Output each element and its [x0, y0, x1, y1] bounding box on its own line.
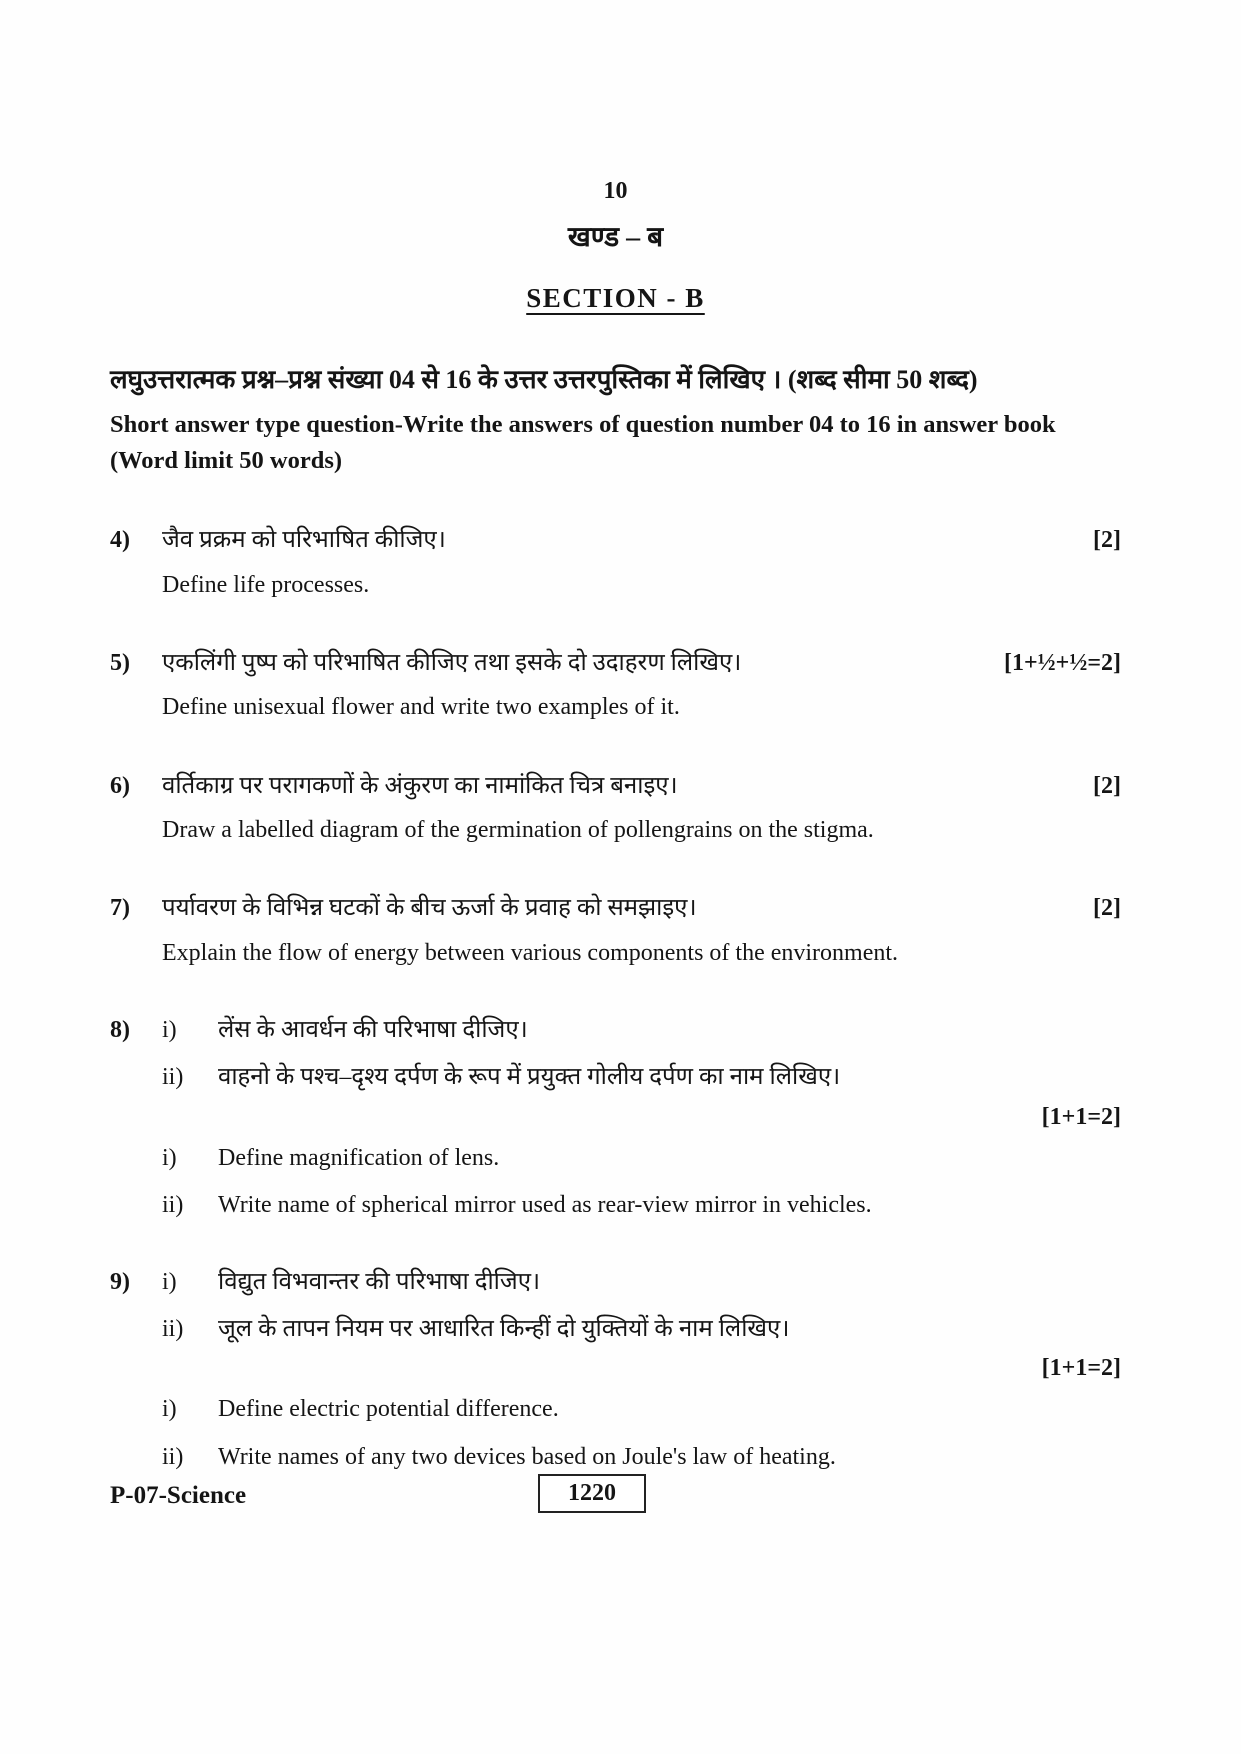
question-8-hindi-rows: [110, 1015, 1121, 1093]
question-9-number: 9): [110, 1269, 130, 1295]
question-7-marks: [2]: [1093, 895, 1121, 922]
question-9-english-sub-2: [162, 1442, 1121, 1473]
question-9-english-sub-1-label: i): [162, 1396, 177, 1423]
page-number: 10: [603, 178, 628, 204]
question-5-text-hindi: एकलिंगी पुष्प को परिभाषित कीजिए तथा इसके दो उदाहरण लिखिए।: [162, 649, 742, 676]
question-8-hindi-sub-2-label: ii): [162, 1064, 184, 1091]
question-9-marks-line: [110, 1355, 1121, 1382]
section-heading-english: [110, 283, 1121, 314]
question-8-hindi-sub-1-label: i): [162, 1017, 177, 1044]
question-6-hindi-row: [110, 770, 1121, 802]
question-6-marks: [2]: [1093, 772, 1121, 799]
question-5-english-row: [110, 691, 1121, 723]
question-8-english-rows: [110, 1143, 1121, 1221]
question-9: [110, 1267, 1121, 1473]
question-8-hindi-sub-2-text: वाहनो के पश्च–दृश्य दर्पण के रूप में प्रयुक्त गोलीय दर्पण का नाम लिखिए।: [218, 1064, 841, 1091]
paper-code: P-07-Science: [110, 1482, 247, 1509]
question-8-marks-line: [110, 1104, 1121, 1131]
question-9-hindi-sub-2-label: ii): [162, 1316, 184, 1343]
question-6: [110, 770, 1121, 847]
question-4-marks: [2]: [1093, 527, 1121, 554]
question-6-english-row: [110, 814, 1121, 846]
question-6-text-hindi: वर्तिकाग्र पर परागकणों के अंकुरण का नामांकित चित्र बनाइए।: [162, 772, 678, 799]
question-9-hindi-sub-2: [162, 1314, 1121, 1345]
question-5-number: 5): [110, 649, 130, 676]
instructions-hindi: लघुउत्तरात्मक प्रश्न–प्रश्न संख्या 04 से 16 के उत्तर उत्तरपुस्तिका में लिखिए । (शब्द सीमा 50 शब्द): [110, 365, 978, 394]
question-9-english-rows: [110, 1394, 1121, 1472]
section-heading-english-text: SECTION - B: [526, 283, 705, 313]
question-9-hindi-sub-2-text: जूल के तापन नियम पर आधारित किन्हीं दो युक्तियों के नाम लिखिए।: [218, 1316, 790, 1343]
question-6-text-english: Draw a labelled diagram of the germination of pollengrains on the stigma.: [162, 817, 874, 844]
question-8-english-sub-1: [162, 1143, 1121, 1174]
question-7-number: 7): [110, 895, 130, 922]
question-4-hindi-row: [110, 524, 1121, 556]
question-5: [110, 647, 1121, 724]
question-8-english-sub-2: [162, 1190, 1121, 1221]
question-9-hindi-sub-1-label: i): [162, 1269, 177, 1295]
question-9-hindi-sublist: [162, 1267, 1121, 1345]
section-heading-hindi: खण्ड – ब: [567, 222, 664, 253]
question-7: [110, 892, 1121, 969]
instructions-block: [110, 362, 1121, 478]
question-9-hindi-rows: [110, 1267, 1121, 1345]
page-footer: [110, 1482, 1121, 1528]
page-number-box: 1220: [538, 1474, 646, 1513]
question-9-marks: [1+1=2]: [1041, 1355, 1121, 1382]
question-5-text-english: Define unisexual flower and write two examples of it.: [162, 694, 680, 721]
question-8-number: 8): [110, 1017, 130, 1044]
question-5-hindi-row: [110, 647, 1121, 679]
question-7-text-hindi: पर्यावरण के विभिन्न घटकों के बीच ऊर्जा के प्रवाह को समझाइए।: [162, 895, 697, 922]
question-8-hindi-sub-2: [162, 1062, 1121, 1093]
question-4-english-row: [110, 569, 1121, 601]
question-9-english-sub-1-text: Define electric potential difference.: [218, 1396, 559, 1423]
question-9-english-sub-2-text: Write names of any two devices based on Joule's law of heating.: [218, 1443, 836, 1470]
question-4-text-english: Define life processes.: [162, 571, 370, 598]
question-7-text-english: Explain the flow of energy between various components of the environment.: [162, 939, 899, 966]
question-6-number: 6): [110, 772, 130, 799]
question-9-english-sub-1: [162, 1394, 1121, 1425]
question-9-english-sublist: [162, 1394, 1121, 1472]
question-8-hindi-sublist: [162, 1015, 1121, 1093]
question-8-english-sub-2-text: Write name of spherical mirror used as rear-view mirror in vehicles.: [218, 1191, 872, 1218]
question-7-english-row: [110, 937, 1121, 969]
question-4-number: 4): [110, 527, 130, 554]
question-5-marks: [1+½+½=2]: [1003, 649, 1121, 676]
question-7-hindi-row: [110, 892, 1121, 924]
question-8-marks: [1+1=2]: [1041, 1103, 1121, 1130]
question-8: [110, 1015, 1121, 1221]
question-8-english-sub-2-label: ii): [162, 1191, 184, 1218]
question-4-text-hindi: जैव प्रक्रम को परिभाषित कीजिए।: [162, 527, 446, 554]
question-9-hindi-sub-1-text: विद्युत विभवान्तर की परिभाषा दीजिए।: [218, 1269, 541, 1295]
question-8-hindi-sub-1: [162, 1015, 1121, 1046]
question-8-english-sub-1-text: Define magnification of lens.: [218, 1144, 500, 1171]
instructions-english: Short answer type question-Write the answers of question number 04 to 16 in answer book (Word limit 50 words): [110, 411, 1056, 474]
question-9-english-sub-2-label: ii): [162, 1443, 184, 1470]
question-8-hindi-sub-1-text: लेंस के आवर्धन की परिभाषा दीजिए।: [218, 1017, 528, 1044]
question-8-english-sub-1-label: i): [162, 1144, 177, 1171]
question-4: [110, 524, 1121, 601]
question-8-english-sublist: [162, 1143, 1121, 1221]
question-9-hindi-sub-1: [162, 1267, 1121, 1298]
